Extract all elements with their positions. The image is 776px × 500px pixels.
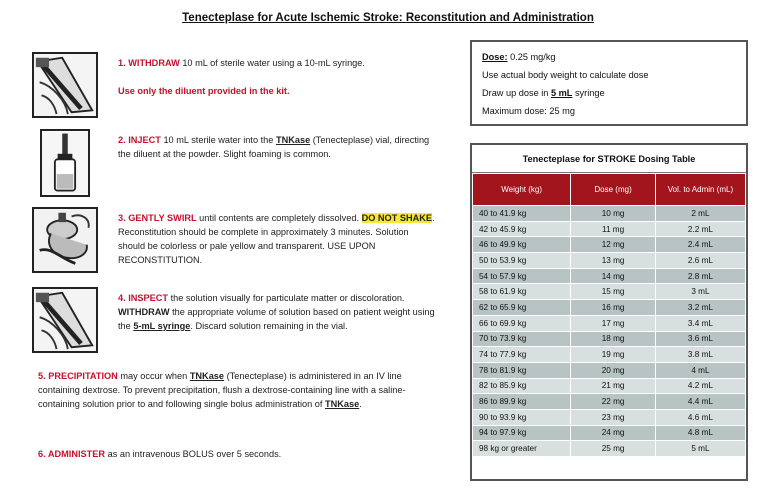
weight-cell: 40 to 41.9 kg — [473, 206, 571, 222]
dose-cell: 24 mg — [571, 425, 656, 441]
dose-cell: 17 mg — [571, 315, 656, 331]
precipitation-note: 5. PRECIPITATION may occur when TNKase (Tenecteplase) is administered in an IV line containing dextrose. To prevent precipitation, flush a dextrose-containing line with a saline-containing solution prior to and following single bolus administration of TNKase. — [38, 371, 406, 409]
table-row — [473, 300, 746, 316]
vial-inject-icon — [40, 129, 90, 197]
dose-cell: 20 mg — [571, 362, 656, 378]
step-4-text: 4. INSPECT the solution visually for particulate matter or discoloration. WITHDRAW the appropriate volume of solution based on patient weight using the 5-mL syringe. Discard solution remaining in the vial. — [118, 293, 435, 331]
table-row — [473, 347, 746, 363]
dosing-table — [472, 173, 746, 457]
volume-cell: 3.8 mL — [655, 347, 745, 363]
weight-line: Use actual body weight to calculate dose — [482, 70, 649, 80]
dose-cell: 23 mg — [571, 409, 656, 425]
dose-cell: 21 mg — [571, 378, 656, 394]
dose-cell: 15 mg — [571, 284, 656, 300]
weight-cell: 58 to 61.9 kg — [473, 284, 571, 300]
weight-cell: 74 to 77.9 kg — [473, 347, 571, 363]
weight-cell: 98 kg or greater — [473, 441, 571, 457]
dose-cell: 12 mg — [571, 237, 656, 253]
weight-cell: 50 to 53.9 kg — [473, 253, 571, 269]
volume-cell: 4.2 mL — [655, 378, 745, 394]
dose-cell: 11 mg — [571, 221, 656, 237]
syringe-line: Draw up dose in 5 mL syringe — [482, 88, 605, 98]
table-row — [473, 378, 746, 394]
volume-cell: 2.4 mL — [655, 237, 745, 253]
header-volume: Vol. to Admin (mL) — [655, 174, 745, 206]
weight-cell: 94 to 97.9 kg — [473, 425, 571, 441]
volume-cell: 3.4 mL — [655, 315, 745, 331]
weight-cell: 70 to 73.9 kg — [473, 331, 571, 347]
volume-cell: 5 mL — [655, 441, 745, 457]
dosing-table-panel — [470, 143, 748, 481]
dosing-table-body — [473, 206, 746, 457]
weight-cell: 54 to 57.9 kg — [473, 268, 571, 284]
table-row — [473, 409, 746, 425]
table-row — [473, 237, 746, 253]
weight-cell: 86 to 89.9 kg — [473, 394, 571, 410]
page-title: Tenecteplase for Acute Ischemic Stroke: Reconstitution and Administration — [182, 12, 594, 24]
dose-cell: 14 mg — [571, 268, 656, 284]
volume-cell: 2 mL — [655, 206, 745, 222]
table-row — [473, 441, 746, 457]
volume-cell: 4 mL — [655, 362, 745, 378]
weight-cell: 46 to 49.9 kg — [473, 237, 571, 253]
dose-cell: 13 mg — [571, 253, 656, 269]
table-row — [473, 221, 746, 237]
table-row — [473, 268, 746, 284]
do-not-shake-highlight: DO NOT SHAKE — [361, 213, 433, 223]
volume-cell: 4.4 mL — [655, 394, 745, 410]
diluent-warning: Use only the diluent provided in the kit. — [118, 86, 290, 96]
step-2-text: 2. INJECT 10 mL sterile water into the TNKase (Tenecteplase) vial, directing the diluent at the powder. Slight foaming is common. — [118, 135, 430, 159]
header-weight: Weight (kg) — [473, 174, 571, 206]
dose-cell: 22 mg — [571, 394, 656, 410]
volume-cell: 2.6 mL — [655, 253, 745, 269]
dose-cell: 10 mg — [571, 206, 656, 222]
syringe-withdraw-icon — [32, 52, 98, 118]
volume-cell: 3 mL — [655, 284, 745, 300]
swirl-hand-icon — [32, 207, 98, 273]
dose-cell: 18 mg — [571, 331, 656, 347]
dose-cell: 19 mg — [571, 347, 656, 363]
table-row — [473, 394, 746, 410]
volume-cell: 2.8 mL — [655, 268, 745, 284]
table-row — [473, 331, 746, 347]
table-row — [473, 253, 746, 269]
volume-cell: 4.6 mL — [655, 409, 745, 425]
volume-cell: 4.8 mL — [655, 425, 745, 441]
weight-cell: 90 to 93.9 kg — [473, 409, 571, 425]
weight-cell: 42 to 45.9 kg — [473, 221, 571, 237]
syringe-withdraw-dose-icon — [32, 287, 98, 353]
dose-cell: 16 mg — [571, 300, 656, 316]
weight-cell: 82 to 85.9 kg — [473, 378, 571, 394]
dose-info-box — [470, 40, 748, 126]
header-dose: Dose (mg) — [571, 174, 656, 206]
administer-note: 6. ADMINISTER as an intravenous BOLUS over 5 seconds. — [38, 449, 282, 459]
max-dose-line: Maximum dose: 25 mg — [482, 106, 575, 116]
table-row — [473, 206, 746, 222]
table-row — [473, 315, 746, 331]
step-1-text: 1. WITHDRAW 10 mL of sterile water using a 10-mL syringe. Use only the diluent provided in the kit. — [118, 58, 365, 96]
weight-cell: 66 to 69.9 kg — [473, 315, 571, 331]
dose-line: Dose: 0.25 mg/kg — [482, 52, 556, 62]
dose-cell: 25 mg — [571, 441, 656, 457]
volume-cell: 3.6 mL — [655, 331, 745, 347]
volume-cell: 2.2 mL — [655, 221, 745, 237]
weight-cell: 62 to 65.9 kg — [473, 300, 571, 316]
table-row — [473, 362, 746, 378]
step-3-text: 3. GENTLY SWIRL until contents are completely dissolved. DO NOT SHAKE. Reconstitution should be complete in approximately 3 minutes. Solution should be colorless or pale yellow and transparent. USE UPON RECONSTITUTION. — [118, 213, 435, 265]
table-row — [473, 425, 746, 441]
volume-cell: 3.2 mL — [655, 300, 745, 316]
table-row — [473, 284, 746, 300]
weight-cell: 78 to 81.9 kg — [473, 362, 571, 378]
dosing-table-title: Tenecteplase for STROKE Dosing Table — [472, 145, 746, 173]
